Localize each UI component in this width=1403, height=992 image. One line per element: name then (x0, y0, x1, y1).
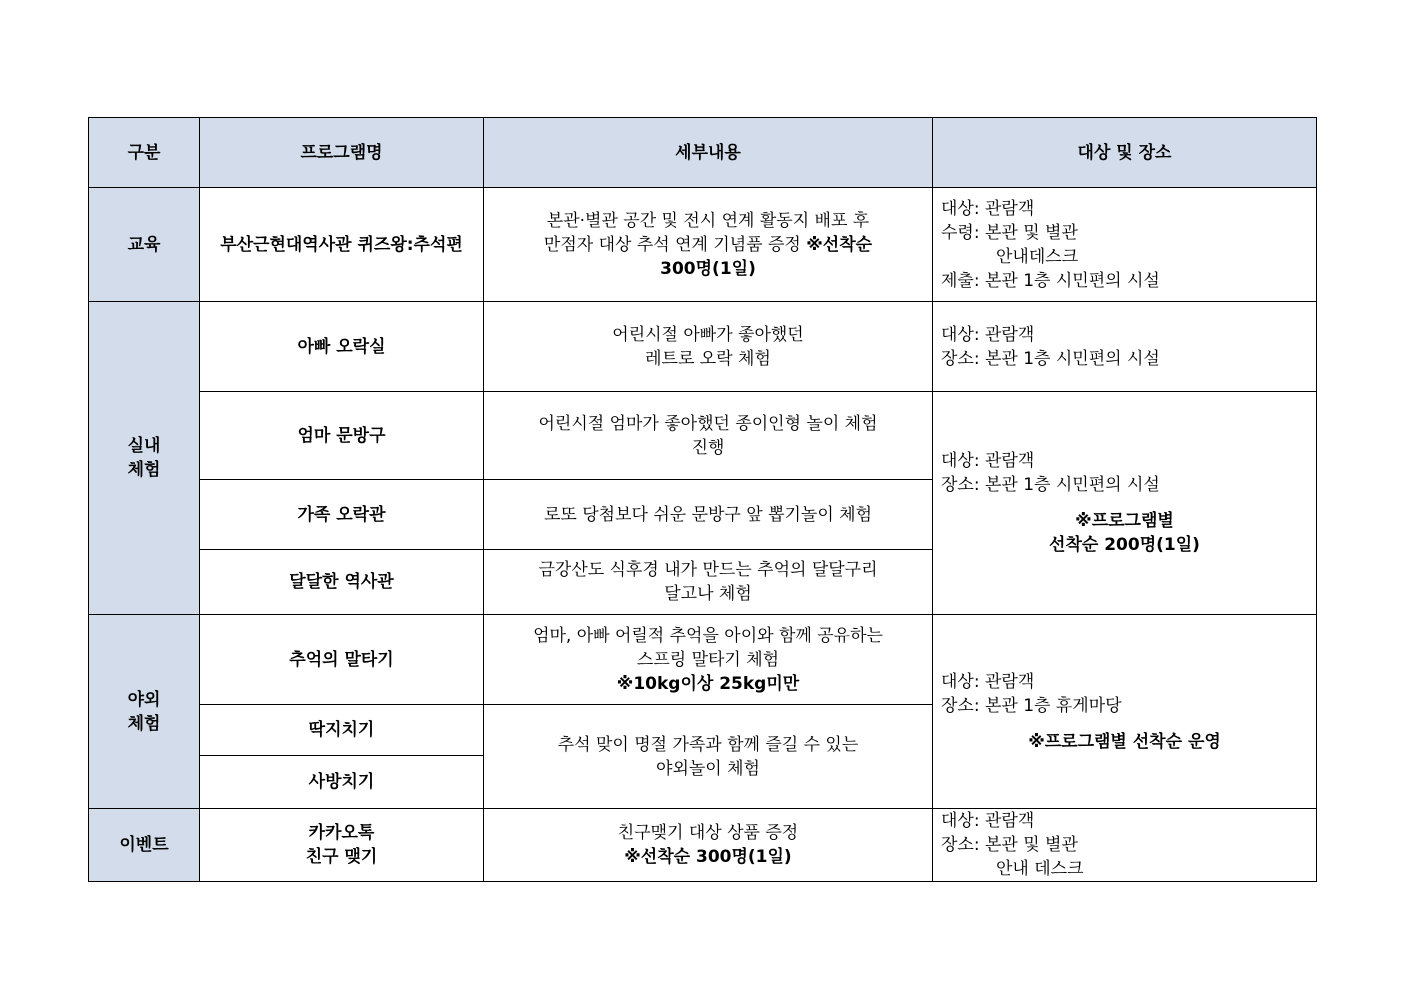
target-line: 장소: 본관 1층 시민편의 시설 (941, 348, 1160, 369)
target-place (933, 809, 1317, 882)
target-line: 장소: 본관 1층 시민편의 시설 (941, 475, 1160, 495)
program-detail (484, 188, 933, 302)
detail-line: 스프링 말타기 체험 (636, 649, 780, 670)
target-line: 대상: 관람객 (941, 198, 1035, 219)
program-detail (484, 615, 933, 705)
detail-line: 엄마, 아빠 어릴적 추억을 아이와 함께 공유하는 (533, 625, 883, 646)
target-place (933, 392, 1317, 615)
target-line: 대상: 관람객 (941, 671, 1035, 692)
target-line: 장소: 본관 1층 휴게마당 (941, 695, 1122, 716)
table-row (89, 188, 1317, 302)
program-table (88, 117, 1317, 882)
header-target-place: 대상 및 장소 (933, 118, 1317, 188)
detail-line: 어린시절 엄마가 좋아했던 종이인형 놀이 체험 (538, 413, 878, 434)
program-detail (484, 392, 933, 480)
detail-text: 만점자 대상 추석 연계 기념품 증정 (543, 234, 807, 255)
category-event: 이벤트 (89, 809, 200, 882)
target-line: 제출: 본관 1층 시민편의 시설 (941, 270, 1160, 291)
category-line: 체험 (127, 713, 161, 734)
detail-line: 레트로 오락 체험 (645, 348, 771, 369)
target-line: 대상: 관람객 (941, 451, 1035, 471)
program-name: 사방치기 (200, 756, 484, 809)
detail-line: 로또 당첨보다 쉬운 문방구 앞 뽑기놀이 체험 (543, 504, 873, 525)
detail-line: 추석 맞이 명절 가족과 함께 즐길 수 있는 (557, 734, 859, 755)
program-detail (484, 705, 933, 809)
detail-line: 달고나 체험 (664, 584, 752, 604)
target-place (933, 188, 1317, 302)
category-line: 실내 (127, 436, 161, 456)
category-line: 야외 (127, 689, 161, 710)
target-note: ※프로그램별 (1075, 511, 1174, 531)
table-row (89, 615, 1317, 705)
header-program: 프로그램명 (200, 118, 484, 188)
header-row (89, 118, 1317, 188)
program-line: 친구 맺기 (305, 847, 378, 867)
target-line: 장소: 본관 및 별관 (941, 835, 1078, 855)
detail-line: 야외놀이 체험 (656, 758, 760, 779)
program-name: 딱지치기 (200, 705, 484, 756)
program-line: 카카오톡 (308, 823, 375, 843)
program-name: 부산근현대역사관 퀴즈왕:추석편 (200, 188, 484, 302)
category-outdoor (89, 615, 200, 809)
category-line: 체험 (127, 460, 161, 480)
target-line: 수령: 본관 및 별관 (941, 222, 1078, 243)
detail-note: ※선착순 300명(1일) (624, 847, 792, 867)
table-row (89, 809, 1317, 882)
program-name (200, 809, 484, 882)
target-note: 선착순 200명(1일) (1049, 535, 1200, 555)
header-category: 구분 (89, 118, 200, 188)
program-detail (484, 302, 933, 392)
program-name: 추억의 말타기 (200, 615, 484, 705)
target-line: 대상: 관람객 (941, 811, 1035, 831)
program-detail (484, 480, 933, 550)
detail-note: ※선착순 (806, 234, 873, 255)
table-row (89, 302, 1317, 392)
detail-note: 300명(1일) (660, 258, 756, 279)
category-education: 교육 (89, 188, 200, 302)
program-name: 엄마 문방구 (200, 392, 484, 480)
target-line: 대상: 관람객 (941, 324, 1035, 345)
target-place (933, 302, 1317, 392)
program-detail (484, 809, 933, 882)
program-name: 아빠 오락실 (200, 302, 484, 392)
detail-note: ※10kg이상 25kg미만 (616, 673, 800, 694)
program-detail (484, 550, 933, 615)
detail-line: 어린시절 아빠가 좋아했던 (612, 324, 804, 345)
target-place (933, 615, 1317, 809)
detail-line: 친구맺기 대상 상품 증정 (617, 823, 799, 843)
detail-line (492, 233, 924, 257)
table-row (89, 392, 1317, 480)
category-indoor (89, 302, 200, 615)
target-note: ※프로그램별 선착순 운영 (1028, 731, 1221, 752)
detail-line: 금강산도 식후경 내가 만드는 추억의 달달구리 (538, 560, 878, 580)
detail-line: 본관·별관 공간 및 전시 연계 활동지 배포 후 (546, 210, 870, 231)
header-detail: 세부내용 (484, 118, 933, 188)
program-name: 가족 오락관 (200, 480, 484, 550)
target-line: 안내 데스크 (996, 859, 1084, 879)
program-name: 달달한 역사관 (200, 550, 484, 615)
detail-line: 진행 (691, 437, 725, 458)
target-line: 안내데스크 (996, 246, 1079, 267)
